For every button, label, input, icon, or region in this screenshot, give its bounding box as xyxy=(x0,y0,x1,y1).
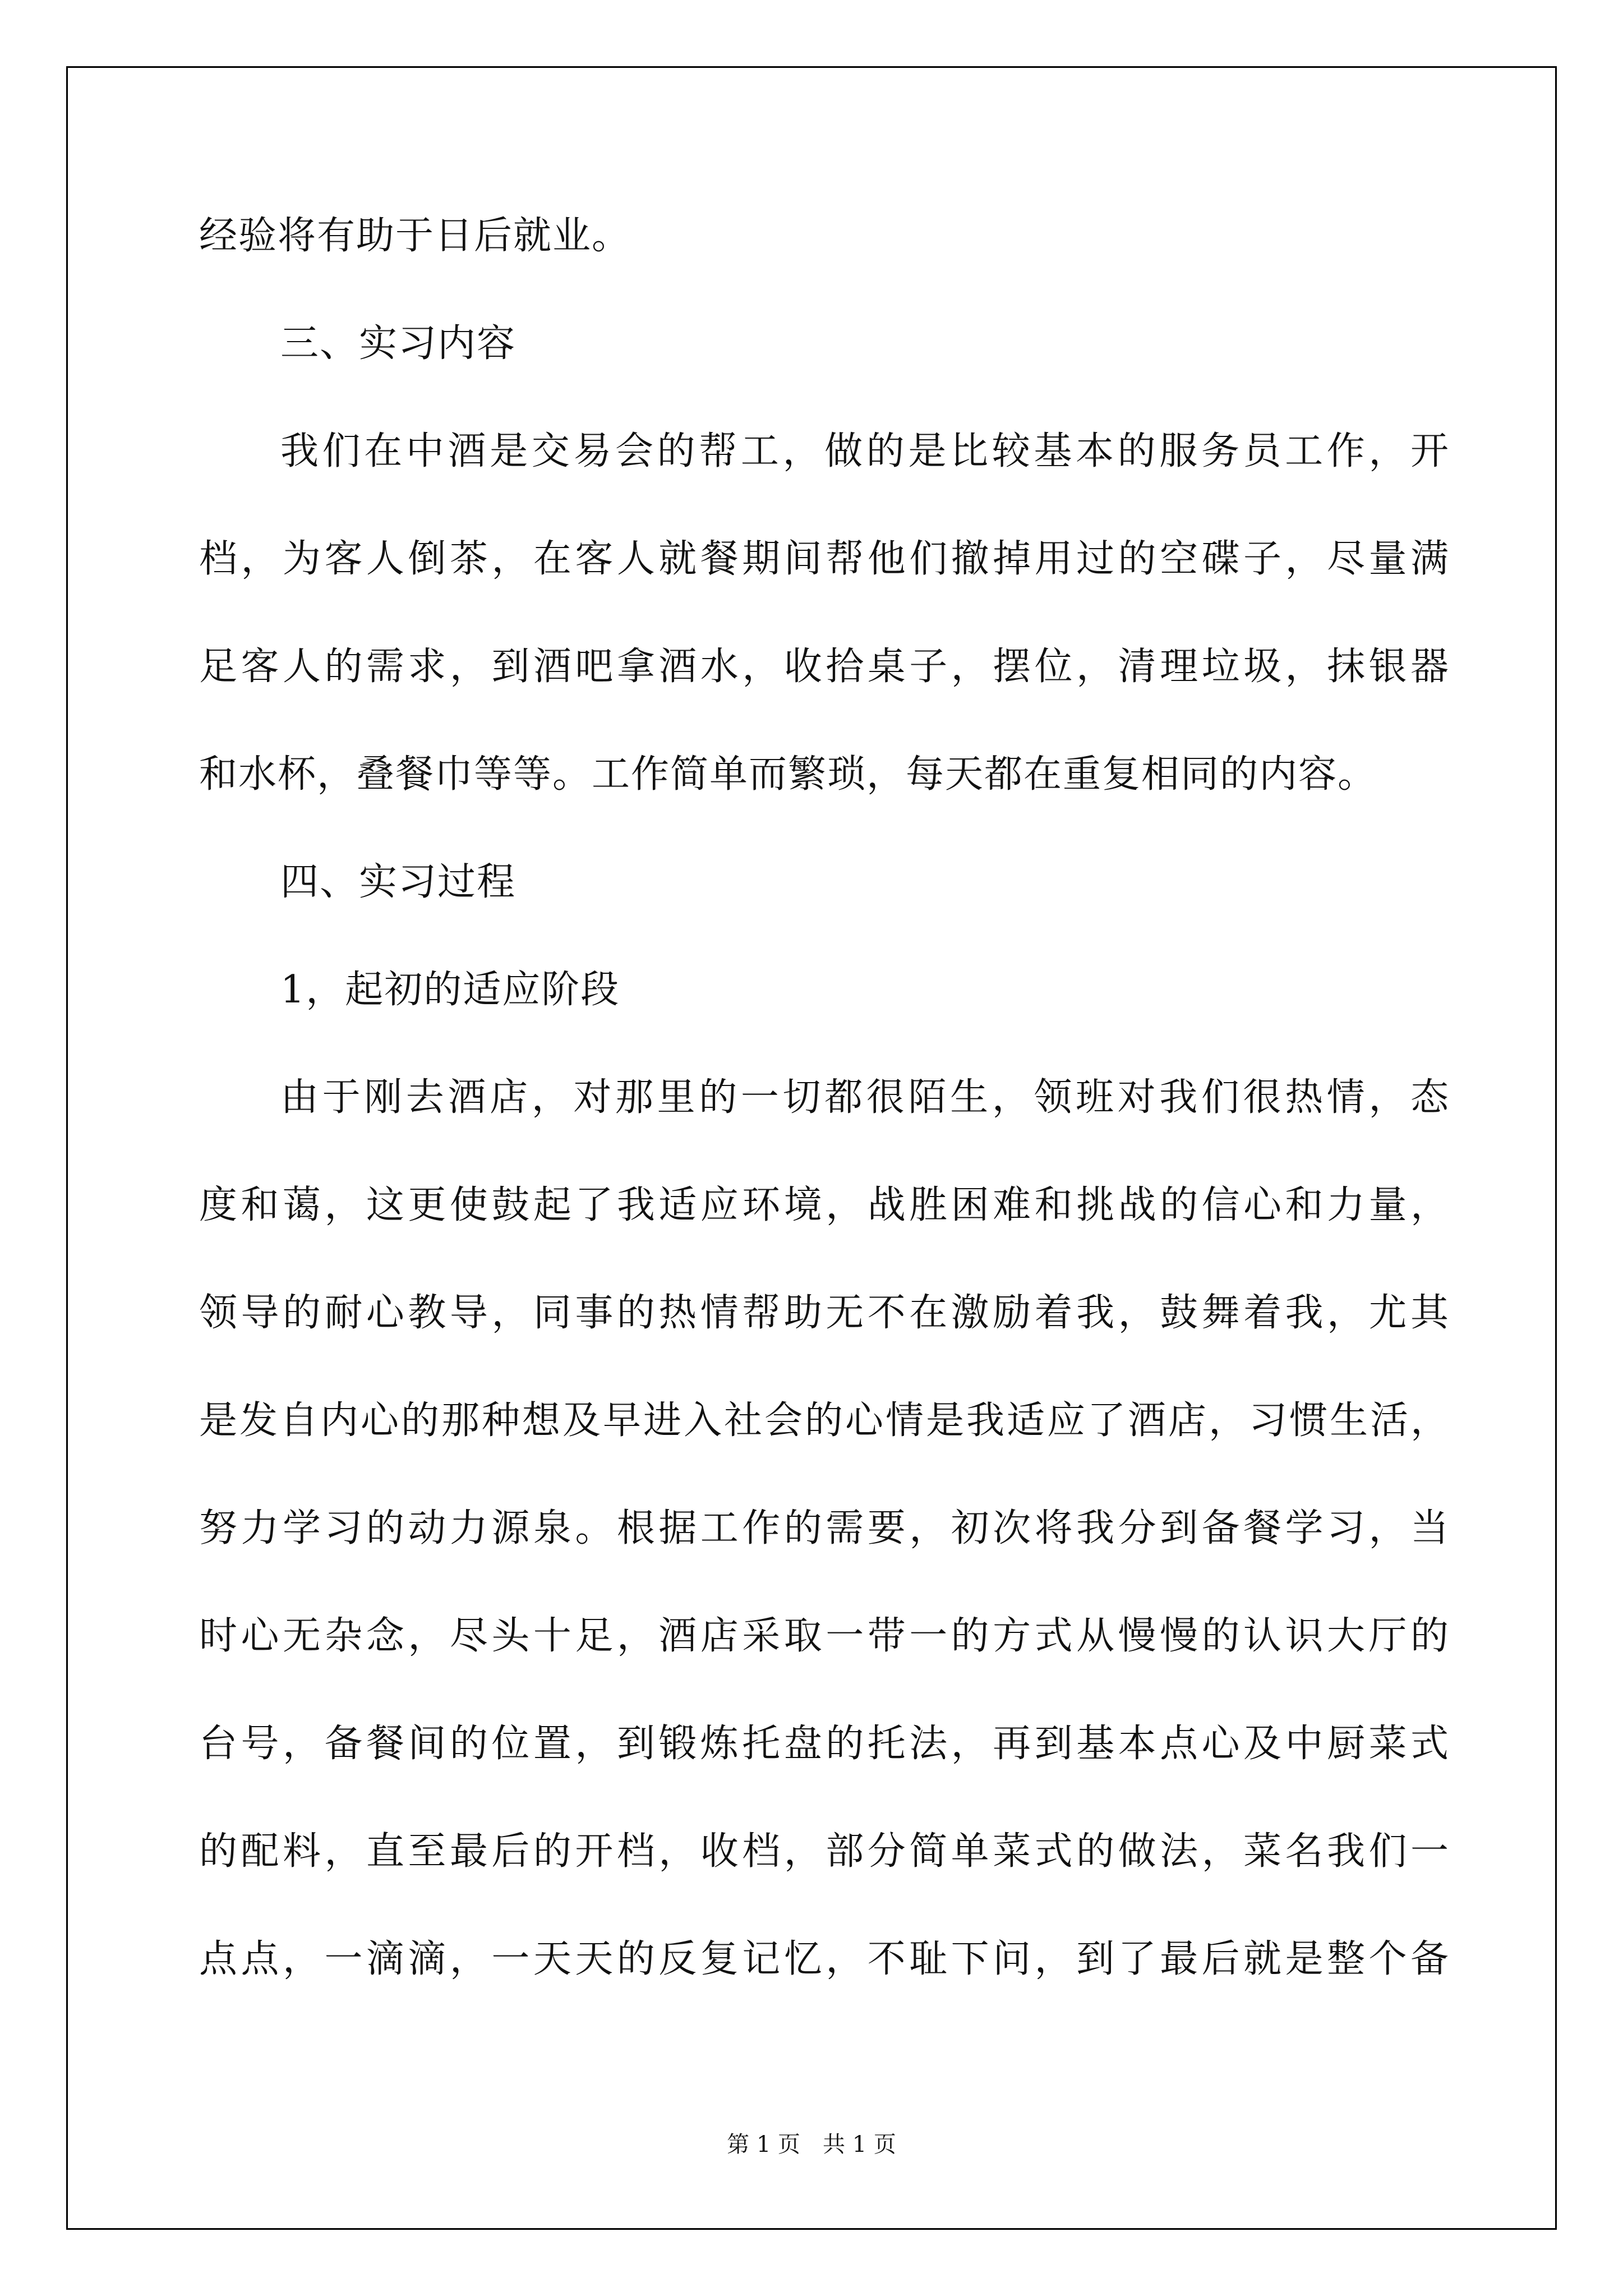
section-heading: 三、实习内容 xyxy=(280,321,517,366)
text-line: 时心无杂念，尽头十足，酒店采取一带一的方式从慢慢的认识大厅的 xyxy=(199,1614,1450,1658)
text-line: 度和蔼，这更使鼓起了我适应环境，战胜困难和挑战的信心和力量， xyxy=(199,1183,1450,1227)
text-line: 点点，一滴滴，一天天的反复记忆，不耻下问，到了最后就是整个备 xyxy=(199,1937,1450,1981)
text-line: 我们在中酒是交易会的帮工，做的是比较基本的服务员工作，开 xyxy=(280,429,1450,473)
text-line: 领导的耐心教导，同事的热情帮助无不在激励着我，鼓舞着我，尤其 xyxy=(199,1291,1450,1335)
section-heading: 四、实习过程 xyxy=(280,860,517,904)
text-line: 和水杯，叠餐巾等等。工作简单而繁琐，每天都在重复相同的内容。 xyxy=(199,752,1377,797)
text-line: 足客人的需求，到酒吧拿酒水，收拾桌子，摆位，清理垃圾，抹银器 xyxy=(199,645,1450,689)
subsection-heading: 1，起初的适应阶段 xyxy=(280,968,620,1012)
text-line: 的配料，直至最后的开档，收档，部分简单菜式的做法，菜名我们一 xyxy=(199,1829,1450,1874)
text-line: 经验将有助于日后就业。 xyxy=(199,214,631,258)
text-line: 努力学习的动力源泉。根据工作的需要，初次将我分到备餐学习，当 xyxy=(199,1506,1450,1550)
page-number-footer: 第 1 页 共 1 页 xyxy=(727,2132,896,2157)
text-line: 台号，备餐间的位置，到锻炼托盘的托法，再到基本点心及中厨菜式 xyxy=(199,1722,1450,1766)
text-line: 是发自内心的那种想及早进入社会的心情是我适应了酒店，习惯生活， xyxy=(199,1398,1450,1443)
text-line: 档，为客人倒茶，在客人就餐期间帮他们撤掉用过的空碟子，尽量满 xyxy=(199,537,1450,581)
text-line: 由于刚去酒店，对那里的一切都很陌生，领班对我们很热情，态 xyxy=(280,1075,1450,1120)
page-border xyxy=(66,66,1557,2230)
